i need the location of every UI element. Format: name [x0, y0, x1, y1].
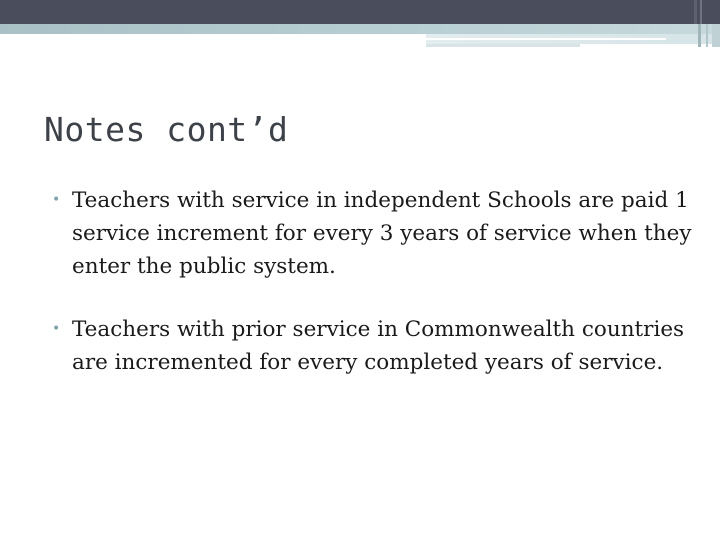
bullet-icon: •: [52, 192, 61, 208]
header-divider-line: [426, 38, 666, 40]
header-stripe: [712, 24, 720, 47]
bullet-item: [52, 184, 692, 283]
bullet-text: Teachers with prior service in Commonwealth countries are incremented for every completed years of service.: [72, 317, 685, 375]
bullet-icon: •: [52, 321, 61, 337]
header-stripe: [698, 24, 701, 47]
bullet-list: [52, 184, 692, 409]
bullet-item: [52, 313, 692, 379]
header-dark-band: [0, 0, 720, 24]
slide-title: Notes cont’d: [44, 110, 289, 149]
header-stripe: [706, 24, 708, 47]
header-accent-line: [426, 44, 580, 47]
bullet-text: Teachers with service in independent Schools are paid 1 service increment for every 3 years of service when they enter the public system.: [72, 188, 692, 279]
header-stripe: [694, 0, 697, 24]
header-stripe: [700, 0, 702, 24]
header-teal-band: [0, 24, 720, 34]
